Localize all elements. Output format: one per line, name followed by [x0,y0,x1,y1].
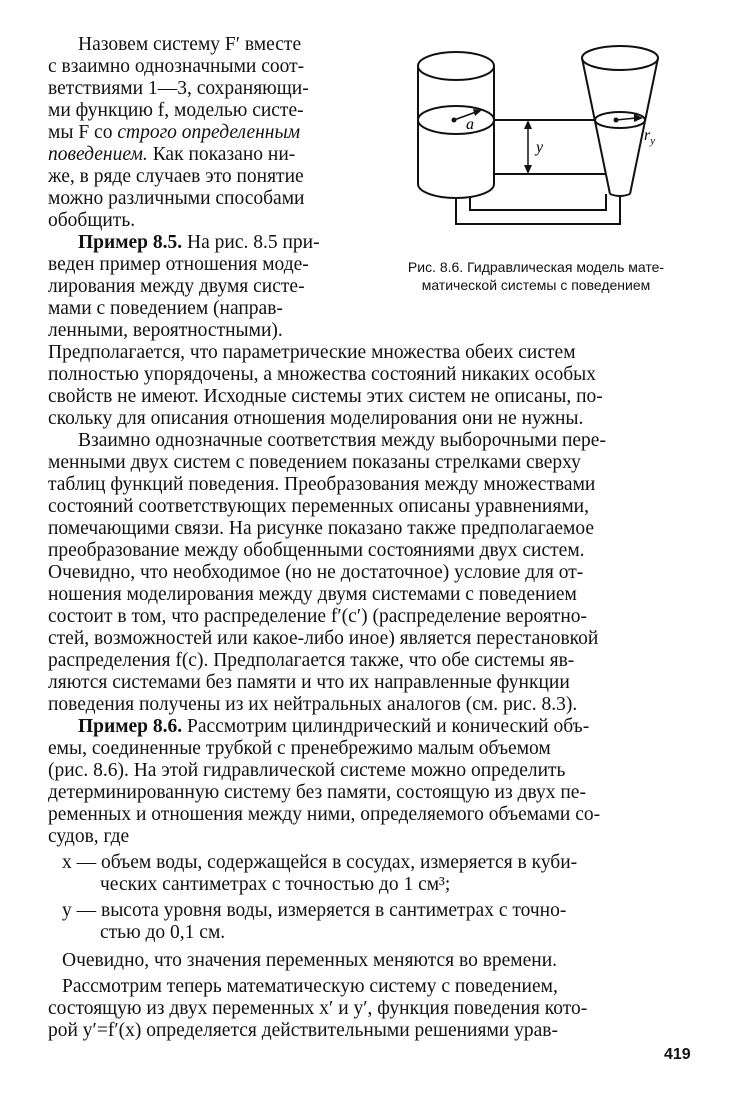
text-line: же, в ряде случаев это понятие [48,166,304,187]
figure-caption-line: матической системы с поведением [421,277,651,293]
text-line: свойств не имеют. Исходные системы этих систем не описаны, по- [48,386,603,407]
radius-label-ry: $r_y$ [644,127,656,147]
height-arrow-up [524,120,532,129]
text-line: помечающими связи. На рисунке показано также предполагаемое [48,518,594,539]
text-line: ветствиями 1—3, сохраняющи- [48,78,309,99]
text-line: полностью упорядочены, а множества состояний никаких особых [48,364,596,385]
text-line: мы F со строго определенным [48,122,301,143]
connecting-tube [456,194,620,224]
text-line: поведения получены из их нейтральных аналогов (см. рис. 8.3). [48,694,578,715]
text-line: ношения моделирования между двумя системами с поведением [48,584,577,605]
height-arrow-down [524,165,532,174]
page-number: 419 [664,1046,691,1063]
water-level-link [494,120,606,174]
definition-item: ческих сантиметрах с точностью до 1 см³; [100,874,451,895]
emphasis-text: строго определенным [117,122,301,143]
definition-item: стью до 0,1 см. [100,922,226,943]
text-line: поведением. Как показано ни- [48,144,296,165]
example-heading: Пример 8.6. [78,716,183,737]
text-line: состояний соответствующих переменных описаны уравнениями, [48,496,589,517]
text-line: лирования между двумя систе- [48,276,305,297]
text-line: распределения f(c). Предполагается также, что обе системы яв- [48,650,575,671]
text-line: Пример 8.5. На рис. 8.5 при- [78,232,320,253]
figure-caption [368,258,704,294]
text-line: состоит в том, что распределение f′(c′) (распределение вероятно- [48,606,588,627]
text-line: обобщить. [48,210,136,231]
text-line: Очевидно, что необходимое (но не достаточное) условие для от- [48,562,584,583]
height-label-y: y [536,139,544,156]
text-line: с взаимно однозначными соот- [48,56,305,77]
text-line: стей, возможностей или какое-либо иное) является перестановкой [48,628,599,649]
text-line: ми функцию f, моделью систе- [48,100,304,121]
example-heading: Пример 8.5. [78,232,183,253]
cylinder-vessel [418,52,494,198]
text-line: рой y′=f′(x) определяется действительными решениями урав- [48,1020,558,1041]
emphasis-text: поведением. [48,144,148,165]
text-line: ременных и отношения между ними, определяемого объемами со- [48,804,601,825]
text-line: менными двух систем с поведением показаны стрелками сверху [48,452,581,473]
text-line: ленными, вероятностными). [48,320,283,341]
text-line: (рис. 8.6). На этой гидравлической системе можно определить [48,760,566,781]
text-line: Взаимно однозначные соответствия между выборочными пере- [78,430,606,451]
text-line: судов, где [48,826,130,847]
text-line: веден пример отношения моде- [48,254,309,275]
radius-label-a: a [466,116,474,133]
text-line: Назовем систему F′ вместе [78,34,302,55]
figure-caption-line: Рис. 8.6. Гидравлическая модель мате- [407,259,665,275]
text-line: детерминированную систему без памяти, состоящую из двух пе- [48,782,586,803]
text-line: Пример 8.6. Рассмотрим цилиндрический и конический объ- [78,716,590,737]
text-line: Предполагается, что параметрические множества обеих систем [48,342,576,363]
hydraulic-model-figure [410,34,670,254]
text-line: преобразование между обобщенными состояниями двух систем. [48,540,585,561]
text-line: ляются системами без памяти и что их направленные функции [48,672,570,693]
text-line: скольку для описания отношения моделирования они не нужны. [48,408,584,429]
text-line: состоящую из двух переменных x′ и y′, функция поведения кото- [48,998,588,1019]
text-line: мами с поведением (направ- [48,298,283,319]
text-line: Рассмотрим теперь математическую систему с поведением, [62,976,558,997]
definition-item: x — объем воды, содержащейся в сосудах, измеряется в куби- [62,852,578,873]
text-line: емы, соединенные трубкой с пренебрежимо малым объемом [48,738,551,759]
text-line: можно различными способами [48,188,305,209]
text-line: Очевидно, что значения переменных меняются во времени. [62,950,558,971]
text-line: таблиц функций поведения. Преобразования между множествами [48,474,596,495]
definition-item: y — высота уровня воды, измеряется в сантиметрах с точно- [62,900,567,921]
